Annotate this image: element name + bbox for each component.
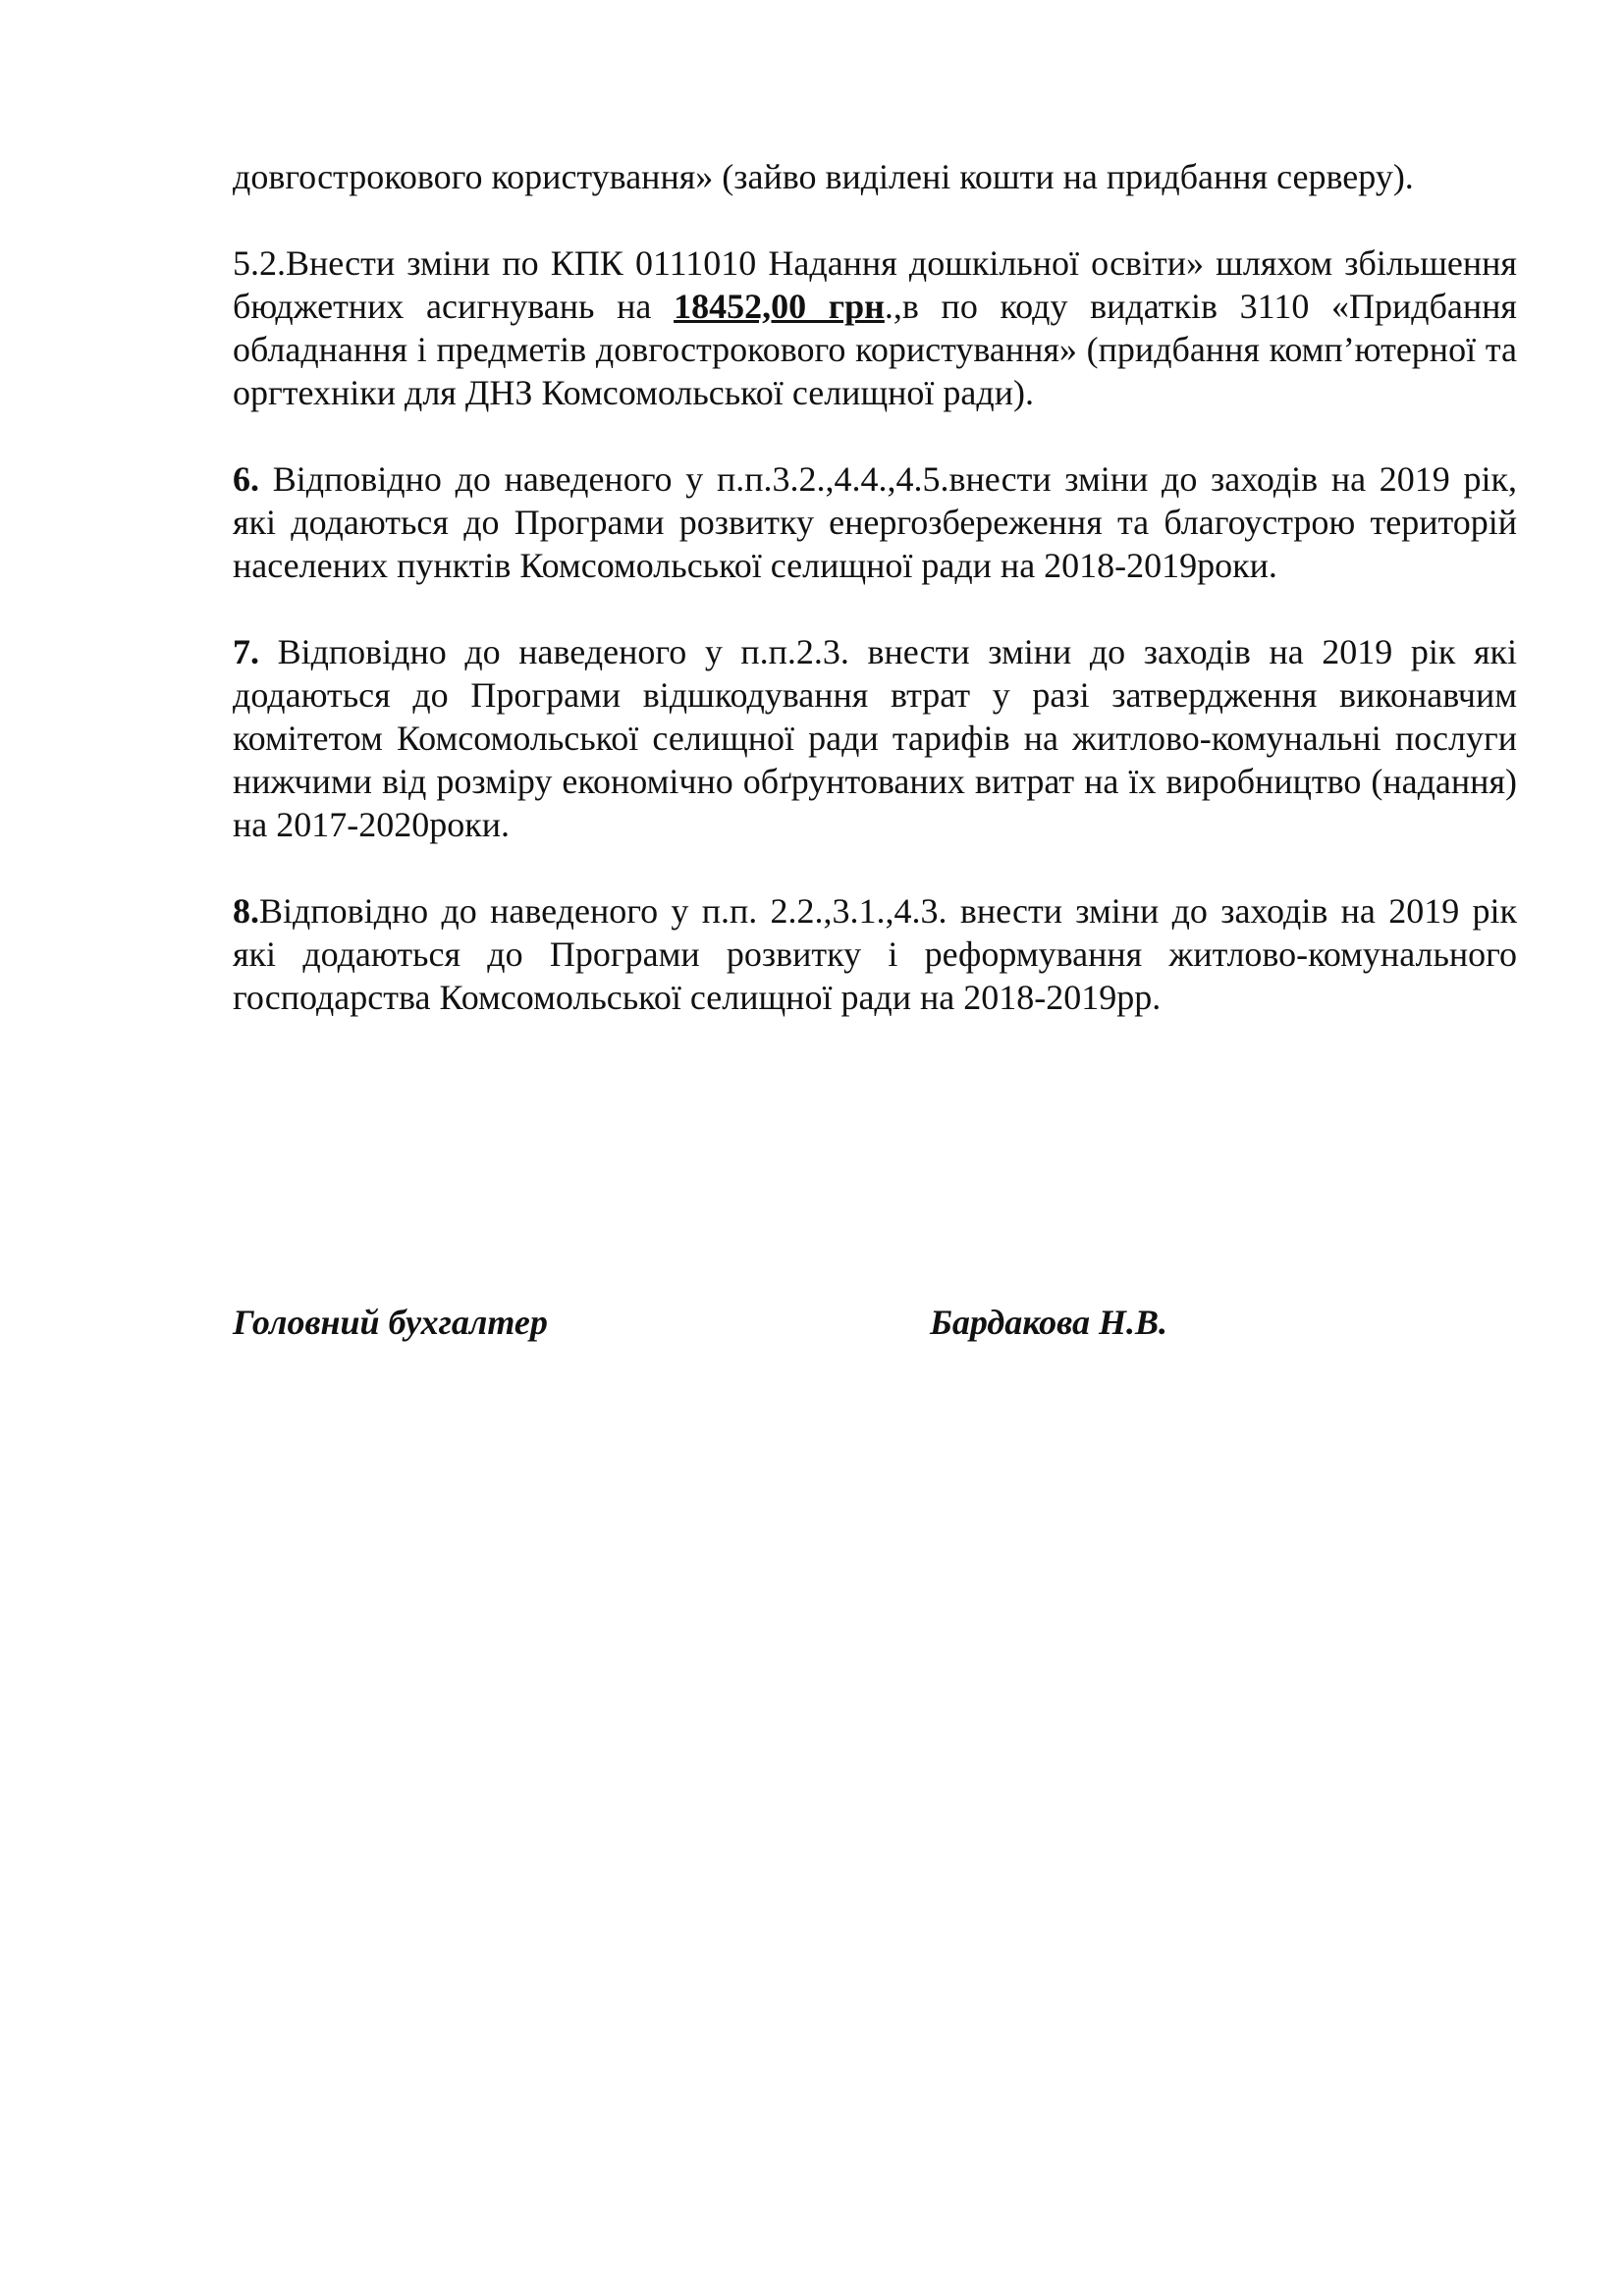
signature-name: Бардакова Н.В.	[930, 1303, 1167, 1342]
amount-highlight: 18452,00 грн	[674, 287, 885, 326]
document-body	[233, 155, 1517, 1019]
paragraph-5-2-text-a: 5.2.Внести зміни по КПК 0111010 Надання дошкільної освіти» шляхом збільшення бюджетних асигнувань на	[233, 243, 1517, 326]
paragraph-8-text: Відповідно до наведеного у п.п. 2.2.,3.1.,4.3. внести зміни до заходів на 2019 рік які додаються до Програми розвитку і реформування житлово-комунального господарства Комсомольської селищної ради на 2018-2019рр.	[233, 891, 1517, 1017]
paragraph-6-number: 6.	[233, 459, 259, 499]
paragraph-7-number: 7.	[233, 632, 259, 671]
paragraph-5-2	[233, 241, 1517, 414]
paragraph-continuation	[233, 155, 1517, 198]
signature-position: Головний бухгалтер	[233, 1303, 548, 1342]
paragraph-8-number: 8.	[233, 891, 259, 931]
paragraph-7-text: Відповідно до наведеного у п.п.2.3. внести зміни до заходів на 2019 рік які додаються до Програми відшкодування втрат у разі затвердження виконавчим комітетом Комсомольської селищної ради тарифів на житлово-комунальні послуги нижчими від розміру економічно обґрунтованих витрат на їх виробництво (надання) на 2017-2020роки.	[233, 632, 1517, 844]
paragraph-5-2-text-b: .,в по коду видатків 3110 «Придбання обладнання і предметів довгострокового користування» (придбання комп’ютерної та оргтехніки для ДНЗ Комсомольської селищної ради).	[233, 287, 1517, 412]
paragraph-6	[233, 457, 1517, 587]
paragraph-continuation-text: довгострокового користування» (зайво виділені кошти на придбання серверу).	[233, 157, 1414, 196]
paragraph-8	[233, 889, 1517, 1019]
paragraph-7	[233, 630, 1517, 846]
paragraph-6-text: Відповідно до наведеного у п.п.3.2.,4.4.,4.5.внести зміни до заходів на 2019 рік, які додаються до Програми розвитку енергозбереження та благоустрою територій населених пунктів Комсомольської селищної ради на 2018-2019роки.	[233, 459, 1517, 585]
